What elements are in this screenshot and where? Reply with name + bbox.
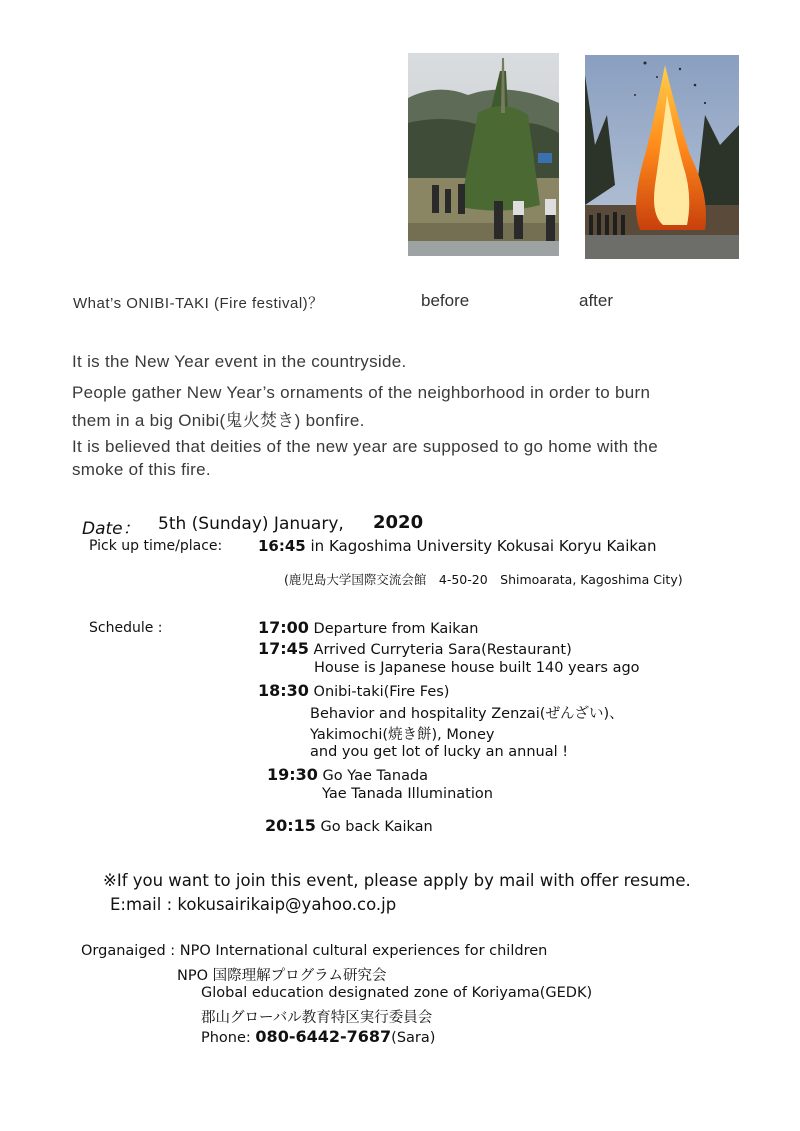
schedule-item: [258, 618, 478, 637]
pickup-place: in Kagoshima University Kokusai Koryu Kaikan: [305, 537, 657, 555]
pickup-address: (鹿児島大学国際交流会館 4-50-20 Shimoarata, Kagoshima City): [284, 572, 683, 587]
schedule-item: [265, 816, 433, 835]
schedule-time: 17:00: [258, 618, 309, 637]
intro-paragraph-3-line-2: smoke of this fire.: [72, 460, 211, 479]
schedule-item: [258, 681, 449, 700]
intro-paragraph-3-line-1: It is believed that deities of the new year are supposed to go home with the: [72, 437, 659, 456]
phone-line: [201, 1027, 435, 1046]
date-value: 5th (Sunday) January,: [158, 514, 344, 534]
schedule-time: 19:30: [267, 765, 318, 784]
organizer-name-4: 郡山グローバル教育特区実行委員会: [201, 1010, 433, 1026]
schedule-time: 18:30: [258, 681, 309, 700]
date-label: Date：: [82, 519, 140, 539]
phone-contact-name: (Sara): [391, 1030, 436, 1046]
organizer-line-1: [81, 943, 547, 959]
schedule-item: Yae Tanada Illumination: [322, 786, 493, 802]
schedule-item: Yakimochi(焼き餅), Money: [310, 727, 495, 743]
intro-paragraph-2-line-2: them in a big Onibi(鬼火焚き) bonfire.: [72, 411, 365, 430]
organizer-label: Organaiged :: [81, 943, 180, 959]
schedule-text: Go back Kaikan: [315, 819, 433, 835]
bonfire-stack-photo: [408, 53, 559, 256]
schedule-item: [258, 639, 572, 658]
email-line: [110, 895, 396, 914]
organizer-name-2: NPO 国際理解プログラム研究会: [177, 968, 387, 984]
schedule-item: and you get lot of lucky an annual !: [310, 744, 569, 760]
apply-note: ※If you want to join this event, please apply by mail with offer resume.: [103, 871, 691, 890]
schedule-text: Onibi-taki(Fire Fes): [308, 684, 450, 700]
bonfire-burning-photo: [585, 55, 739, 259]
schedule-label: Schedule :: [89, 620, 163, 636]
schedule-time: 17:45: [258, 639, 309, 658]
pickup-time: 16:45: [258, 537, 306, 555]
phone-label: Phone:: [201, 1030, 256, 1046]
organizer-name-1: NPO International cultural experiences for children: [179, 943, 548, 959]
email-label: E:mail :: [110, 895, 178, 914]
pickup-label: Pick up time/place:: [89, 538, 223, 554]
schedule-item: [267, 765, 428, 784]
schedule-text: Departure from Kaikan: [308, 621, 479, 637]
schedule-item: House is Japanese house built 140 years ago: [314, 660, 640, 676]
festival-question: What’s ONIBI-TAKI (Fire festival)？: [73, 295, 324, 312]
before-label: before: [421, 291, 470, 310]
schedule-text: Go Yae Tanada: [317, 768, 429, 784]
email-link[interactable]: kokusairikaip@yahoo.co.jp: [177, 895, 397, 914]
schedule-item: Behavior and hospitality Zenzai(ぜんざい)、: [310, 706, 624, 722]
phone-number[interactable]: 080-6442-7687: [255, 1027, 392, 1046]
schedule-text: Arrived Curryteria Sara(Restaurant): [308, 642, 572, 658]
intro-paragraph-1: It is the New Year event in the countryside.: [72, 352, 407, 371]
after-label: after: [579, 291, 614, 310]
pickup-info: [258, 537, 657, 555]
schedule-time: 20:15: [265, 816, 316, 835]
organizer-name-3: Global education designated zone of Koriyama(GEDK): [201, 985, 593, 1001]
date-year: 2020: [373, 512, 424, 533]
intro-paragraph-2-line-1: People gather New Year’s ornaments of the neighborhood in order to burn: [72, 383, 651, 402]
